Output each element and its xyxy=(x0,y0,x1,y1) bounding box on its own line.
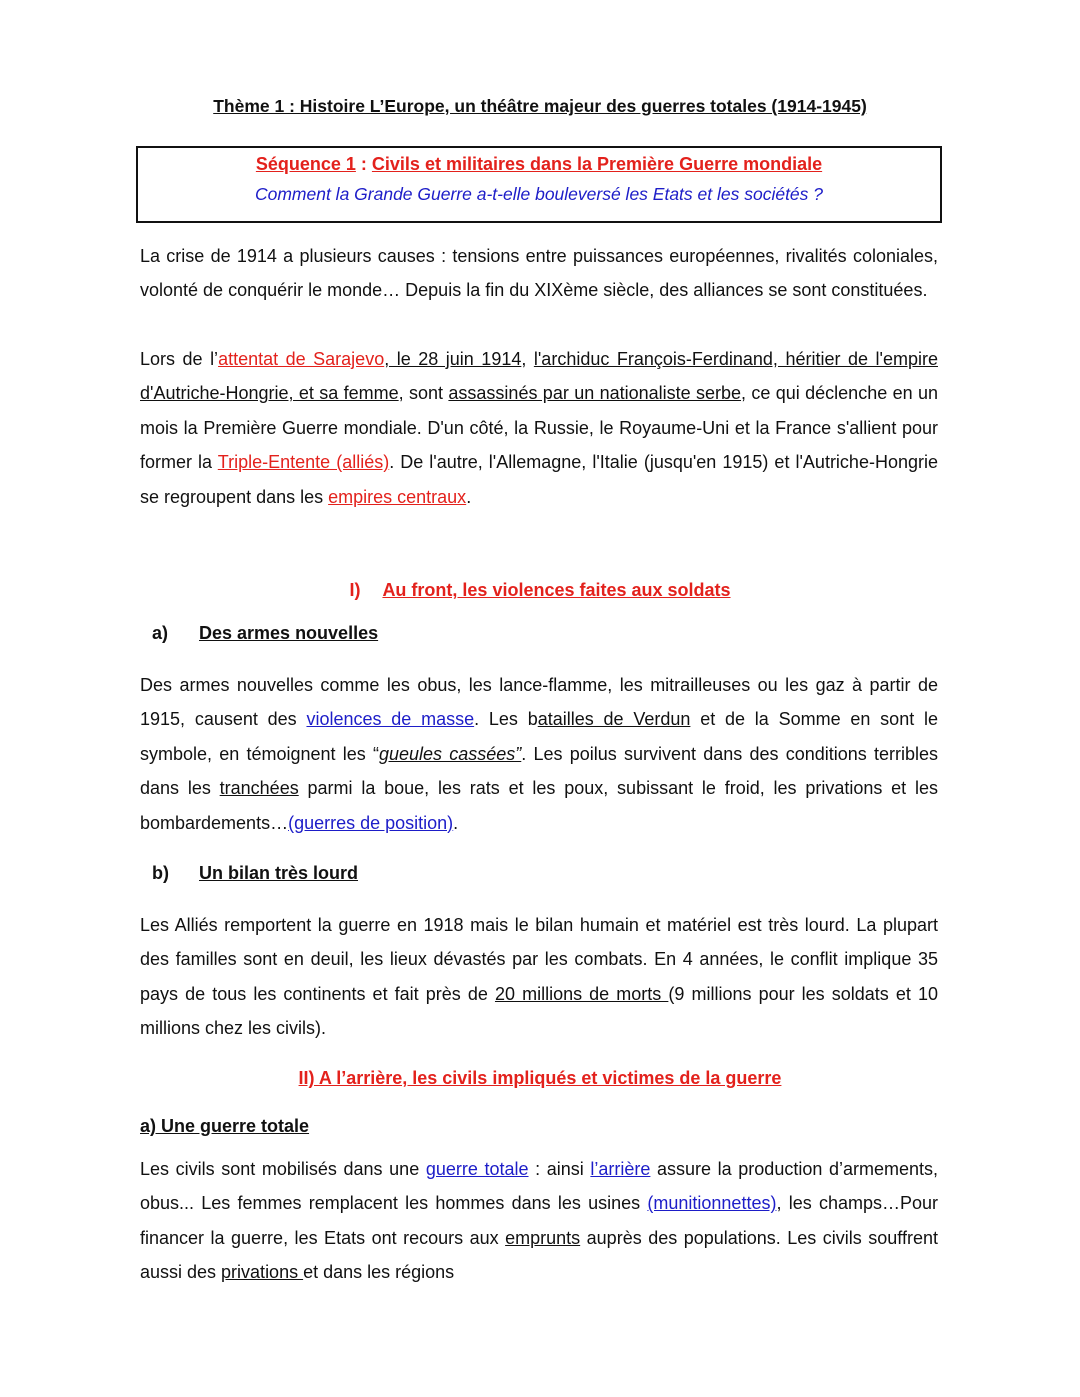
part2a-title: a) Une guerre totale xyxy=(140,1116,310,1136)
part1a-heading xyxy=(199,623,378,644)
part1a-title: Des armes nouvelles xyxy=(199,623,379,643)
text-run: . Les b xyxy=(474,709,538,730)
italic-term: gueules cassées” xyxy=(378,743,522,764)
key-term-blue: l’arrière xyxy=(590,1159,651,1179)
key-term-red: attentat de Sarajevo xyxy=(218,349,385,369)
underlined-term: privations xyxy=(221,1262,304,1283)
underlined-term: l'archiduc François-Ferdinand, héritier de l'empire d'Autriche-Hongrie, et sa femme xyxy=(140,349,938,404)
text-run: , ce qui déclenche en un mois la Première Guerre mondiale. D'un côté, la Russie, le Royaume-Uni et la France s'allient pour former la xyxy=(140,383,938,473)
underlined-term: assassinés par un nationaliste serbe xyxy=(448,383,742,404)
text-run: . De l'autre, l'Allemagne, l'Italie (jusqu'en 1915) et l'Autriche-Hongrie se regroupent dans les xyxy=(140,452,938,507)
text-run: . xyxy=(466,486,472,507)
sequence-separator: : xyxy=(355,154,372,174)
text-run: . Les poilus survivent dans des conditions terribles dans les xyxy=(140,743,938,799)
part1a-paragraph xyxy=(140,668,938,840)
part2-title: II) A l’arrière, les civils impliqués et victimes de la guerre xyxy=(298,1068,782,1088)
part2-heading xyxy=(0,1068,1080,1089)
part1-title: Au front, les violences faites aux soldats xyxy=(382,580,731,600)
sequence-name: Civils et militaires dans la Première Guerre mondiale xyxy=(371,154,823,174)
underlined-term: 20 millions de morts xyxy=(494,983,669,1004)
text-run: La crise de 1914 a plusieurs causes : tensions entre puissances européennes, rivalités coloniales, volonté de conquérir le monde… Depuis la fin du XIXème siècle, des alliances se sont constituées. xyxy=(140,246,938,301)
text-run: Les Alliés remportent la guerre en 1918 mais le bilan humain et matériel est très lourd. La plupart des familles sont en deuil, les lieux dévastés par les combats. En 4 années, le conflit implique 35 pays de tous les continents et fait près de xyxy=(140,915,938,1004)
key-term-blue: violences de masse xyxy=(306,709,475,730)
text-run: (9 millions pour les soldats et 10 millions chez les civils). xyxy=(140,983,939,1039)
key-term-red: Triple-Entente (alliés) xyxy=(217,452,390,473)
part1b-number: b) xyxy=(152,863,169,883)
sequence-box xyxy=(136,146,942,223)
text-run: . xyxy=(453,812,459,833)
text-run: et de la Somme en sont le symbole, en témoignent les “ xyxy=(140,709,938,764)
document-title: Thème 1 : Histoire L’Europe, un théâtre majeur des guerres totales (1914-1945) xyxy=(213,96,867,116)
sequence-label: Séquence 1 xyxy=(255,154,356,174)
text-run: Des armes nouvelles comme les obus, les lance-flamme, les mitrailleuses ou les gaz à partir de 1915, causent des xyxy=(140,675,938,730)
part1b-heading xyxy=(199,863,358,884)
key-term-red: empires centraux xyxy=(328,486,467,507)
intro-paragraph-2 xyxy=(140,342,938,514)
part1-number: I) xyxy=(349,580,361,600)
key-term-blue: (guerres de position) xyxy=(288,812,454,833)
key-term-blue: (munitionnettes) xyxy=(647,1193,777,1214)
underlined-term: atailles de Verdun xyxy=(537,709,691,730)
part2a-heading xyxy=(140,1116,309,1137)
text-run: , les champs…Pour financer la guerre, les Etats ont recours aux xyxy=(140,1193,938,1248)
part2a-paragraph xyxy=(140,1152,938,1290)
part1a-number: a) xyxy=(152,623,169,643)
underlined-term: emprunts xyxy=(505,1227,581,1248)
text-run: assure la production d’armements, obus... Les femmes remplacent les hommes dans les usines xyxy=(140,1159,938,1214)
part1-heading xyxy=(0,580,1080,601)
underlined-term: tranchées xyxy=(219,778,299,799)
text-run: , xyxy=(521,349,534,369)
text-run: , sont xyxy=(398,383,449,404)
key-term-blue: guerre totale xyxy=(425,1159,529,1179)
text-run: auprès des populations. Les civils souffrent aussi des xyxy=(140,1227,938,1283)
part1b-title: Un bilan très lourd xyxy=(199,863,359,883)
sequence-heading xyxy=(138,154,940,175)
underlined-term: , le 28 juin 1914 xyxy=(384,349,522,369)
text-run: : ainsi xyxy=(528,1159,591,1179)
text-run: Lors de l’ xyxy=(140,349,219,369)
text-run: Les civils sont mobilisés dans une xyxy=(140,1159,426,1179)
text-run: parmi la boue, les rats et les poux, subissant le froid, les privations et les bombardements… xyxy=(140,778,938,833)
text-run: et dans les régions xyxy=(303,1262,455,1283)
intro-paragraph-1 xyxy=(140,239,938,308)
sequence-question: Comment la Grande Guerre a-t-elle bouleversé les Etats et les sociétés ? xyxy=(254,184,824,204)
part1b-paragraph xyxy=(140,908,938,1046)
